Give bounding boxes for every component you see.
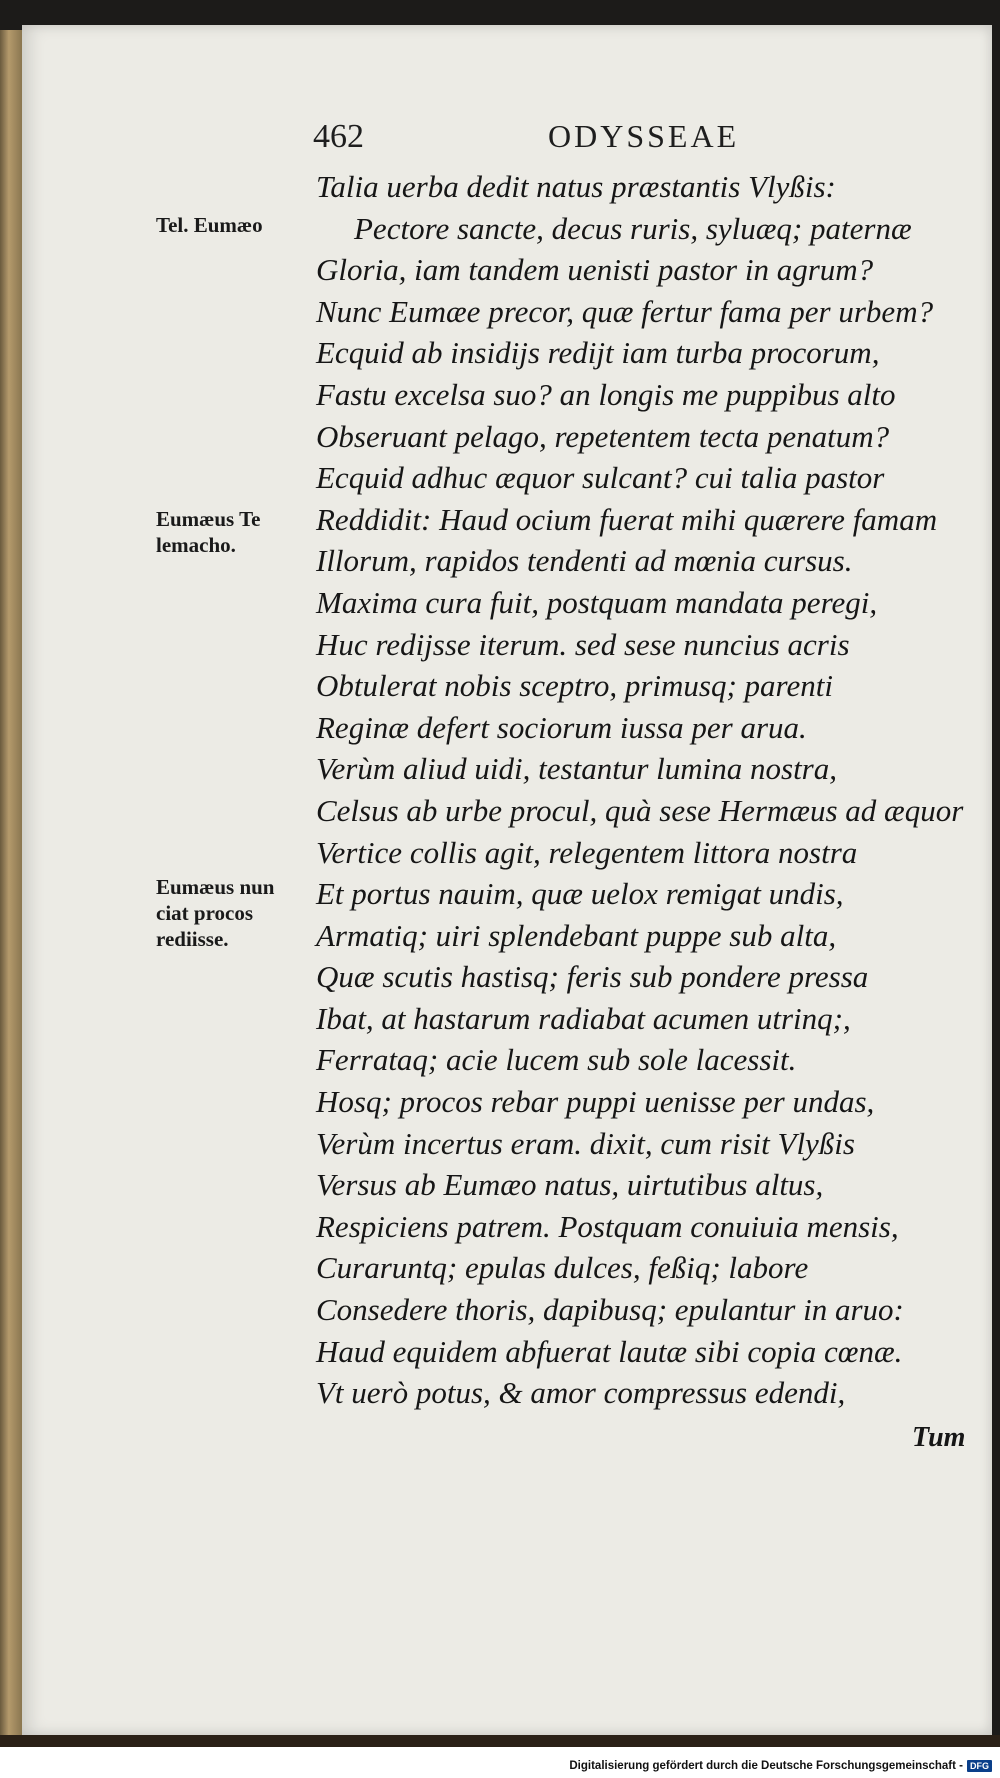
verse-line: Quæ scutis hastisq; feris sub pondere pressa	[316, 959, 869, 995]
dfg-logo-icon: DFG	[967, 1760, 992, 1772]
funding-credit	[569, 1760, 992, 1772]
verse-line: Verùm aliud uidi, testantur lumina nostra,	[316, 751, 837, 787]
verse-line: Obseruant pelago, repetentem tecta penatum?	[316, 418, 890, 454]
verse-text	[316, 166, 976, 1414]
verse-line: Maxima cura fuit, postquam mandata peregi,	[316, 584, 878, 620]
verse-line: Illorum, rapidos tendenti ad mœnia cursus.	[316, 543, 853, 579]
verse-line: Reginæ defert sociorum iussa per arua.	[316, 709, 807, 745]
marginal-note-line: Eumæus nun	[156, 875, 275, 899]
verse-line: Haud equidem abfuerat lautæ sibi copia cœnæ.	[316, 1333, 903, 1369]
verse-line: Curaruntq; epulas dulces, feßiq; labore	[316, 1250, 809, 1286]
verse-line: Versus ab Eumæo natus, uirtutibus altus,	[316, 1167, 824, 1203]
marginal-note-line: Eumæus Te	[156, 507, 261, 531]
verse-line: Gloria, iam tandem uenisti pastor in agrum?	[316, 252, 874, 288]
verse-line: Celsus ab urbe procul, quà sese Hermæus ad æquor	[316, 792, 964, 828]
verse-line: Consedere thoris, dapibusq; epulantur in aruo:	[316, 1292, 904, 1328]
verse-line: Obtulerat nobis sceptro, primusq; parenti	[316, 668, 833, 704]
verse-line: Pectore sancte, decus ruris, syluæq; paternæ	[354, 210, 912, 246]
verse-line: Fastu excelsa suo? an longis me puppibus alto	[316, 376, 896, 412]
verse-line: Ferrataq; acie lucem sub sole lacessit.	[316, 1042, 797, 1078]
marginal-note-line: ciat procos	[156, 901, 254, 925]
marginal-note-line: lemacho.	[156, 533, 236, 557]
verse-line: Hosq; procos rebar puppi uenisse per undas,	[316, 1084, 875, 1120]
verse-line: Nunc Eumæe precor, quæ fertur fama per urbem?	[316, 293, 934, 329]
marginal-note-line: Tel. Eumæo	[156, 213, 263, 237]
verse-line: Huc redijsse iterum. sed sese nuncius acris	[316, 626, 850, 662]
marginal-note	[156, 212, 263, 238]
page-bottom-edge	[0, 1735, 1000, 1747]
credit-text: Digitalisierung gefördert durch die Deutsche Forschungsgemeinschaft -	[569, 1760, 963, 1772]
verse-line: Respiciens patrem. Postquam conuiuia mensis,	[316, 1208, 899, 1244]
running-title: ODYSSEAE	[548, 118, 740, 154]
catchword: Tum	[912, 1422, 966, 1453]
verse-line: Armatiq; uiri splendebant puppe sub alta,	[316, 917, 837, 953]
verse-line: Reddidit: Haud ocium fuerat mihi quærere famam	[316, 501, 938, 537]
marginal-note-line: rediisse.	[156, 927, 229, 951]
verse-line: Verùm incertus eram. dixit, cum risit Vlyßis	[316, 1125, 855, 1161]
verse-line: Et portus nauim, quæ uelox remigat undis,	[316, 876, 844, 912]
verse-line: Ibat, at hastarum radiabat acumen utrinq;,	[316, 1000, 851, 1036]
verse-line: Vertice collis agit, relegentem littora nostra	[316, 834, 858, 870]
verse-line: Ecquid adhuc æquor sulcant? cui talia pastor	[316, 460, 885, 496]
marginal-note	[156, 506, 260, 558]
verse-line: Ecquid ab insidijs redijt iam turba procorum,	[316, 335, 880, 371]
page-number: 462	[313, 118, 364, 155]
verse-line: Vt uerò potus, & amor compressus edendi,	[316, 1375, 846, 1411]
marginal-note	[156, 874, 274, 952]
book-spine-edge	[0, 30, 22, 1750]
verse-line: Talia uerba dedit natus præstantis Vlyßis:	[316, 169, 836, 204]
